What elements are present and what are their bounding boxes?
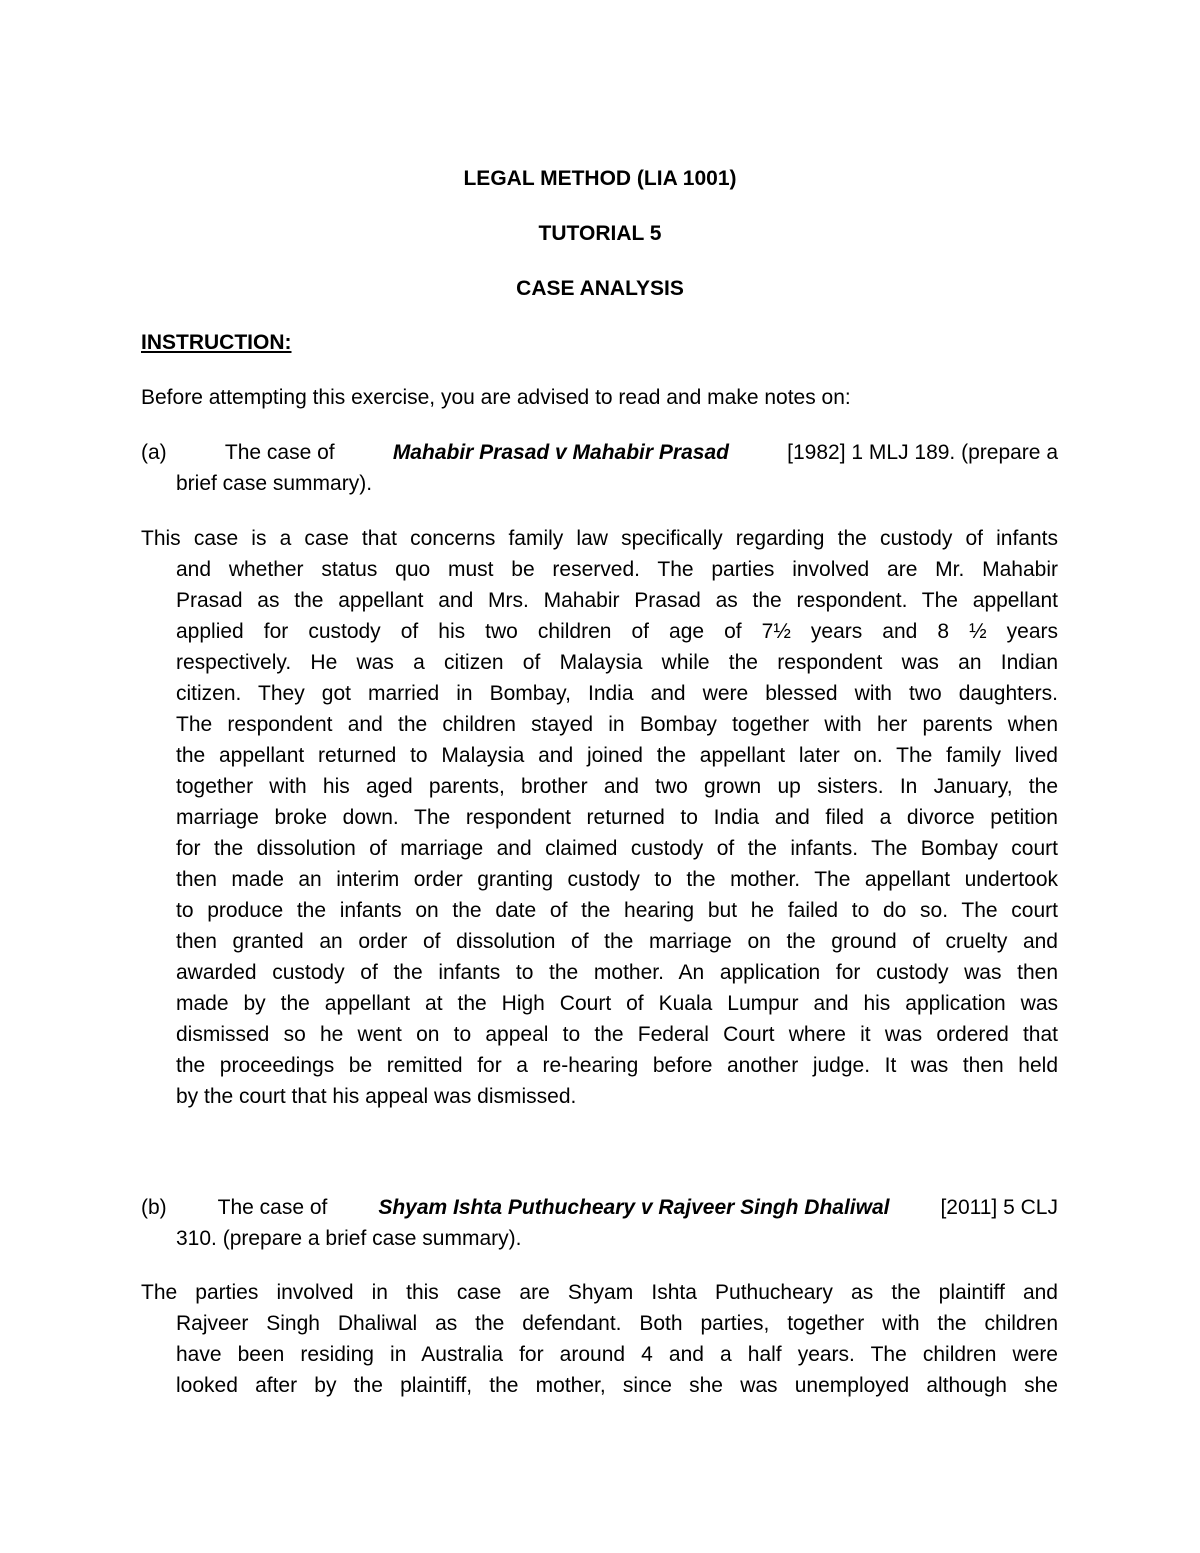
summary-line: to produce the infants on the date of the hearing but he failed to do so. The court — [176, 899, 1058, 922]
summary-line: then made an interim order granting custody to the mother. The appellant undertook — [176, 868, 1058, 891]
summary-line: respectively. He was a citizen of Malaysia while the respondent was an Indian — [176, 651, 1058, 674]
item-a — [141, 437, 1058, 499]
summary-line: have been residing in Australia for around 4 and a half years. The children were — [176, 1343, 1058, 1366]
item-a-summary — [141, 523, 1058, 1112]
item-b-line — [141, 1192, 1058, 1223]
item-b — [141, 1192, 1058, 1254]
course-title: LEGAL METHOD (LIA 1001) — [463, 167, 737, 190]
summary-line: This case is a case that concerns family law specifically regarding the custody of infants — [141, 527, 1058, 550]
item-a-citation: [1982] 1 MLJ 189. (prepare a — [787, 441, 1058, 464]
item-b-citation: [2011] 5 CLJ — [940, 1196, 1058, 1219]
summary-line: Rajveer Singh Dhaliwal as the defendant. Both parties, together with the children — [176, 1312, 1058, 1335]
item-a-marker: (a) — [141, 441, 167, 464]
item-b-marker: (b) — [141, 1196, 167, 1219]
summary-line: together with his aged parents, brother and two grown up sisters. In January, the — [176, 775, 1058, 798]
summary-line: the proceedings be remitted for a re-hearing before another judge. It was then held — [176, 1054, 1058, 1077]
summary-line: marriage broke down. The respondent returned to India and filed a divorce petition — [176, 806, 1058, 829]
item-a-prefix: The case of — [224, 441, 335, 464]
item-b-prefix: The case of — [217, 1196, 328, 1219]
summary-line: then granted an order of dissolution of the marriage on the ground of cruelty and — [176, 930, 1058, 953]
instruction-intro: Before attempting this exercise, you are advised to read and make notes on: — [141, 386, 851, 409]
item-a-case-name: Mahabir Prasad v Mahabir Prasad — [392, 441, 729, 464]
summary-line: by the court that his appeal was dismissed. — [176, 1085, 577, 1108]
topic-title: CASE ANALYSIS — [516, 277, 684, 300]
item-b-summary — [141, 1277, 1058, 1401]
summary-line: The respondent and the children stayed in Bombay together with her parents when — [176, 713, 1058, 736]
summary-line: for the dissolution of marriage and claimed custody of the infants. The Bombay court — [176, 837, 1058, 860]
summary-line: citizen. They got married in Bombay, India and were blessed with two daughters. — [176, 682, 1058, 705]
summary-line: dismissed so he went on to appeal to the Federal Court where it was ordered that — [176, 1023, 1058, 1046]
summary-line: the appellant returned to Malaysia and joined the appellant later on. The family lived — [176, 744, 1058, 767]
summary-line: made by the appellant at the High Court of Kuala Lumpur and his application was — [176, 992, 1058, 1015]
instruction-heading: INSTRUCTION: — [141, 331, 292, 354]
item-b-case-name: Shyam Ishta Puthucheary v Rajveer Singh Dhaliwal — [378, 1196, 890, 1219]
item-a-line — [141, 437, 1058, 468]
tutorial-title: TUTORIAL 5 — [538, 222, 662, 245]
summary-line: awarded custody of the infants to the mother. An application for custody was then — [176, 961, 1058, 984]
summary-line: Prasad as the appellant and Mrs. Mahabir Prasad as the respondent. The appellant — [176, 589, 1058, 612]
item-a-continuation: brief case summary). — [176, 472, 373, 495]
summary-line: looked after by the plaintiff, the mother, since she was unemployed although she — [176, 1374, 1058, 1397]
summary-line: applied for custody of his two children of age of 7½ years and 8 ½ years — [176, 620, 1058, 643]
summary-line: and whether status quo must be reserved. The parties involved are Mr. Mahabir — [176, 558, 1058, 581]
item-b-continuation: 310. (prepare a brief case summary). — [176, 1227, 522, 1250]
summary-line: The parties involved in this case are Shyam Ishta Puthucheary as the plaintiff and — [141, 1281, 1058, 1304]
